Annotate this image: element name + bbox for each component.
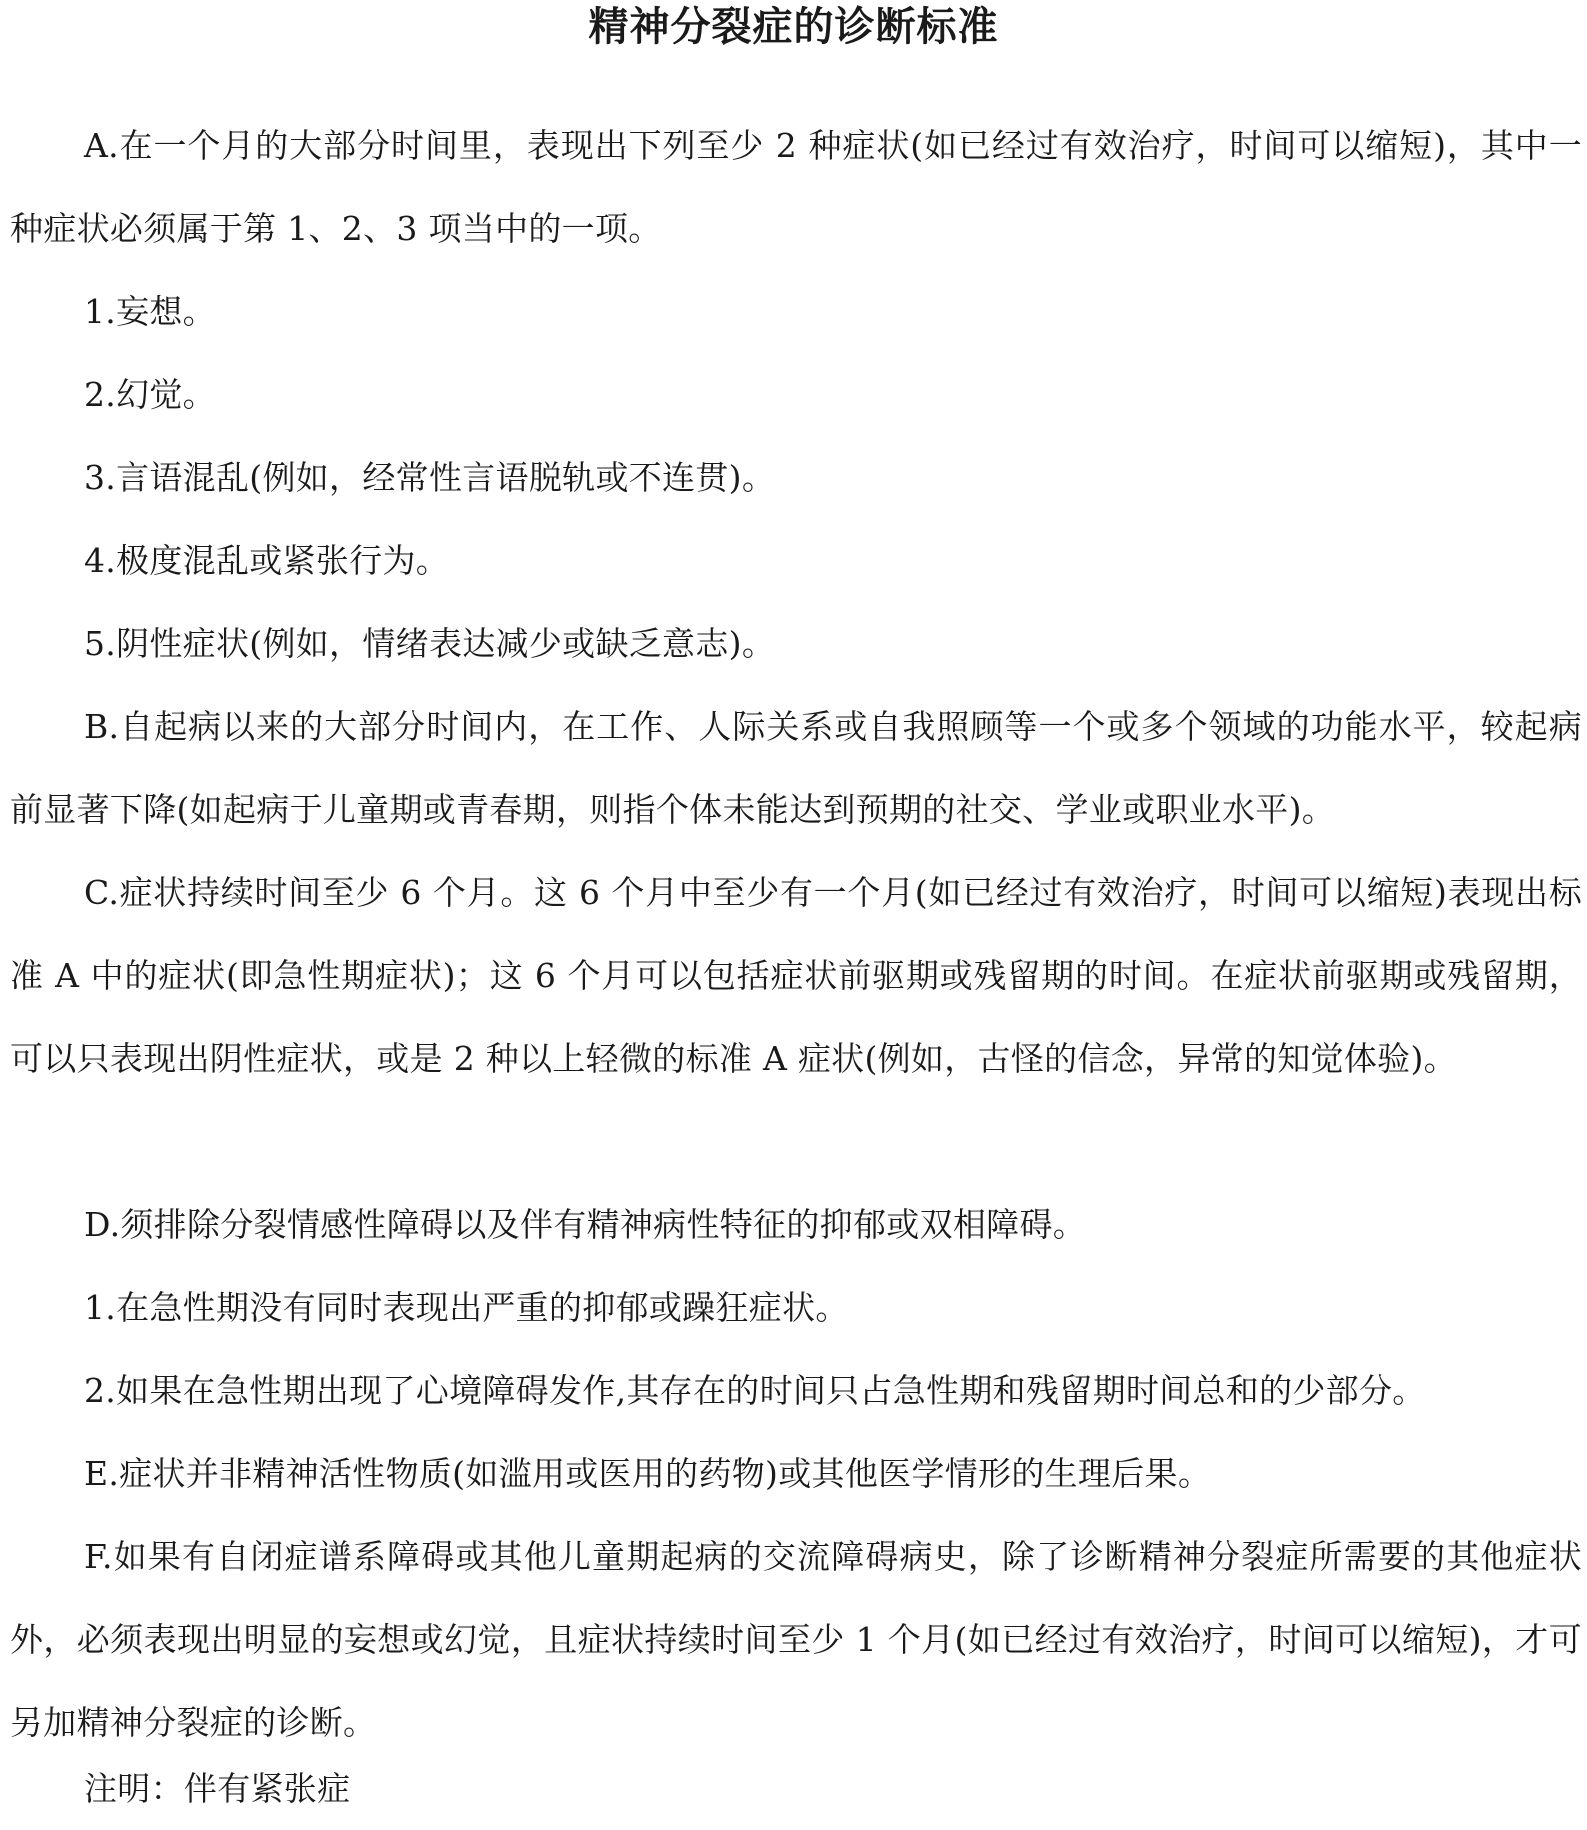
criterion-a-item-4: 4.极度混乱或紧张行为。: [84, 541, 450, 580]
criterion-b: B.自起病以来的大部分时间内，在工作、人际关系或自我照顾等一个或多个领域的功能水平，较起病前显著下降(如起病于儿童期或青春期，则指个体未能达到预期的社交、学业或职业水平)。: [10, 707, 1582, 829]
criterion-a-item-5: 5.阴性症状(例如，情绪表达减少或缺乏意志)。: [84, 624, 776, 663]
criterion-a-item-2: 2.幻觉。: [84, 375, 216, 414]
criterion-d-item-1: 1.在急性期没有同时表现出严重的抑郁或躁狂症状。: [84, 1288, 849, 1327]
criterion-f: F.如果有自闭症谱系障碍或其他儿童期起病的交流障碍病史，除了诊断精神分裂症所需要的其他症状外，必须表现出明显的妄想或幻觉，且症状持续时间至少 1 个月(如已经过有效治疗，时间可以缩短)，才可另加精神分裂症的诊断。: [10, 1537, 1582, 1742]
page-title: 精神分裂症的诊断标准: [588, 3, 999, 50]
criterion-c: C.症状持续时间至少 6 个月。这 6 个月中至少有一个月(如已经过有效治疗，时间可以缩短)表现出标准 A 中的症状(即急性期症状)；这 6 个月可以包括症状前驱期或残留期的时间。在症状前驱期或残留期，可以只表现出阴性症状，或是 2 种以上轻微的标准 A 症状(例如，古怪的信念，异常的知觉体验)。: [10, 873, 1582, 1078]
criterion-a-item-3: 3.言语混乱(例如，经常性言语脱轨或不连贯)。: [84, 458, 776, 497]
criterion-a-item-1: 1.妄想。: [84, 292, 216, 331]
criterion-d-item-2: 2.如果在急性期出现了心境障碍发作,其存在的时间只占急性期和残留期时间总和的少部分。: [84, 1371, 1426, 1410]
criterion-a: A.在一个月的大部分时间里，表现出下列至少 2 种症状(如已经过有效治疗，时间可以缩短)，其中一种症状必须属于第 1、2、3 项当中的一项。: [10, 126, 1582, 248]
specifier-note: 注明：伴有紧张症: [84, 1769, 351, 1808]
criterion-e: E.症状并非精神活性物质(如滥用或医用的药物)或其他医学情形的生理后果。: [84, 1454, 1212, 1493]
criterion-d: D.须排除分裂情感性障碍以及伴有精神病性特征的抑郁或双相障碍。: [84, 1205, 1087, 1244]
